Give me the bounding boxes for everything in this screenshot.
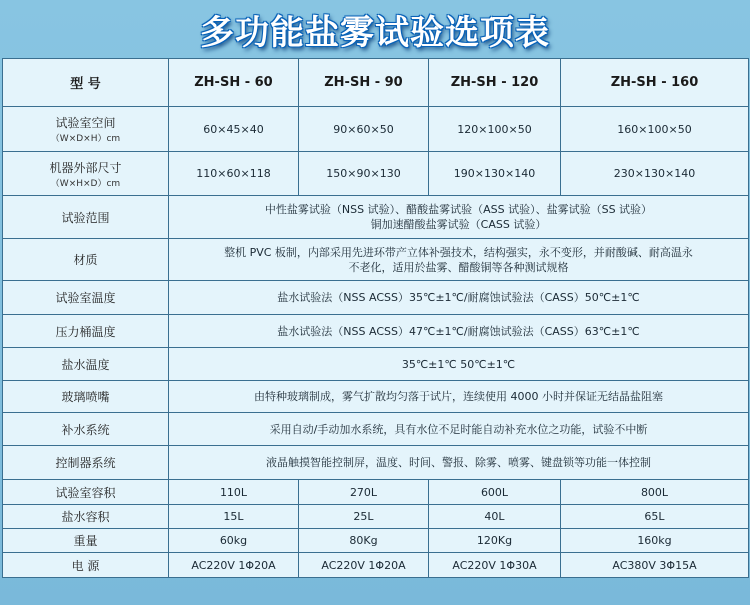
table-row [3,446,749,480]
row-label-text: 试验室空间 [55,116,116,130]
cell-line: 铜加速醋酸盐雾试验（CASS 试验） [370,218,547,231]
row-label-sub: （W×D×H）cm [50,134,121,144]
cell-value: 190×130×140 [429,152,561,196]
cell-value: 800L [561,480,749,505]
cell-value: 80Kg [299,529,429,553]
cell-value: 60kg [169,529,299,553]
table-row [3,505,749,529]
header-zh-sh-120: ZH-SH - 120 [429,59,561,107]
cell-value: 120×100×50 [429,107,561,152]
page-title: 多功能盐雾试验选项表 [200,12,550,53]
cell-wide: 液晶触摸智能控制屏，温度、时间、警报、除雾、喷雾、键盘锁等功能一体控制 [169,446,749,480]
cell-wide: 35℃±1℃ 50℃±1℃ [169,348,749,381]
cell-wide: 由特种玻璃制成，雾气扩散均匀落于试片，连续使用 4000 小时并保证无结晶盐阻塞 [169,381,749,413]
cell-value: 15L [169,505,299,529]
row-label: 控制器系统 [3,446,169,480]
header-zh-sh-90: ZH-SH - 90 [299,59,429,107]
cell-value: 40L [429,505,561,529]
table-row [3,281,749,315]
row-label-sub: （W×H×D）cm [50,178,121,189]
row-label-text: 机器外部尺寸 [49,160,122,175]
cell-line: 不老化，适用於盐雾、醋酸铜等各种测试规格 [348,260,569,274]
row-label [3,152,169,196]
row-label: 盐水温度 [3,348,169,381]
header-model: 型 号 [3,59,169,107]
cell-value: 110L [169,480,299,505]
cell-line: 整机 PVC 板制，内部采用先进环带产立体补强技术，结构强实，永不变形，并耐酸碱、耐高温永 [224,245,693,259]
row-label: 盐水容积 [3,505,169,529]
cell-wide: 盐水试验法（NSS ACSS）35℃±1℃/耐腐蚀试验法（CASS）50℃±1℃ [169,281,749,315]
row-label: 玻璃喷嘴 [3,381,169,413]
row-label: 试验室温度 [3,281,169,315]
cell-value: 150×90×130 [299,152,429,196]
table-row [3,239,749,281]
cell-wide: 盐水试验法（NSS ACSS）47℃±1℃/耐腐蚀试验法（CASS）63℃±1℃ [169,315,749,348]
table-row [3,480,749,505]
cell-value: 60×45×40 [169,107,299,152]
row-label: 试验范围 [3,196,169,239]
table-row [3,529,749,553]
table-row [3,107,749,152]
cell-value: AC220V 1Φ20A [169,553,299,578]
table-row [3,315,749,348]
cell-value: AC220V 1Φ30A [429,553,561,578]
cell-value: 65L [561,505,749,529]
cell-wide [169,196,749,239]
row-label: 压力桶温度 [3,315,169,348]
table-row [3,152,749,196]
table-row [3,196,749,239]
cell-value: 160kg [561,529,749,553]
cell-value: 600L [429,480,561,505]
cell-wide: 采用自动/手动加水系统，具有水位不足时能自动补充水位之功能，试验不中断 [169,413,749,446]
cell-value: 120Kg [429,529,561,553]
header-zh-sh-160: ZH-SH - 160 [561,59,749,107]
row-label: 材质 [3,239,169,281]
cell-value: 90×60×50 [299,107,429,152]
cell-value: 160×100×50 [561,107,749,152]
cell-line: 中性盐雾试验（NSS 试验）、醋酸盐雾试验（ASS 试验）、盐雾试验（SS 试验） [264,203,653,216]
header-zh-sh-60: ZH-SH - 60 [169,59,299,107]
cell-value: AC380V 3Φ15A [561,553,749,578]
spec-table [2,58,749,578]
row-label: 试验室容积 [3,480,169,505]
header-row [3,59,749,107]
row-label: 补水系统 [3,413,169,446]
title-bar [0,0,750,58]
cell-value: 230×130×140 [561,152,749,196]
row-label [3,107,169,152]
cell-wide [169,239,749,281]
row-label: 重量 [3,529,169,553]
table-row [3,348,749,381]
table-row [3,413,749,446]
cell-value: AC220V 1Φ20A [299,553,429,578]
row-label: 电 源 [3,553,169,578]
cell-value: 270L [299,480,429,505]
table-row [3,553,749,578]
cell-value: 25L [299,505,429,529]
table-row [3,381,749,413]
cell-value: 110×60×118 [169,152,299,196]
